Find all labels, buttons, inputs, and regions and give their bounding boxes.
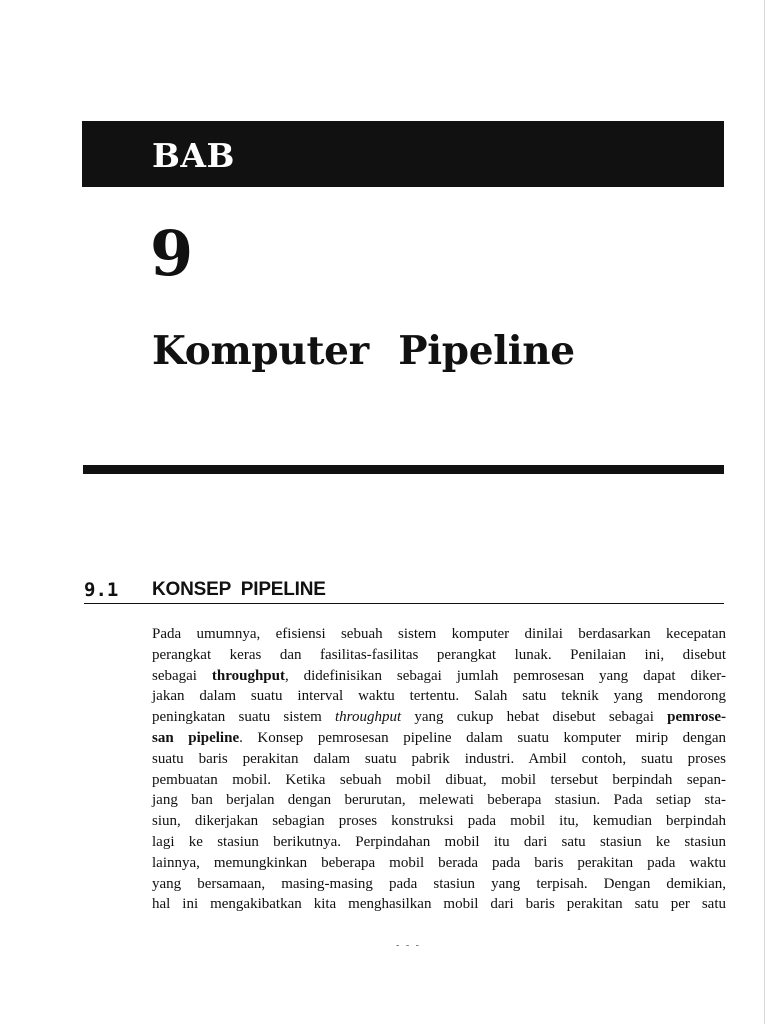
section-divider bbox=[84, 603, 724, 604]
text-line bbox=[152, 874, 726, 895]
page-edge bbox=[764, 0, 765, 1024]
text-run: siun, dikerjakan sebagian proses konstruksi pada mobil itu, kemudian berpindah bbox=[152, 813, 726, 830]
text-line bbox=[152, 790, 726, 811]
text-run: . Konsep pemrosesan pipeline dalam suatu komputer mirip dengan bbox=[239, 729, 726, 746]
text-run: , didefinisikan sebagai jumlah pemrosesan yang dapat diker- bbox=[284, 667, 726, 684]
section-number: 9.1 bbox=[84, 579, 119, 601]
chapter-number: 9 bbox=[150, 217, 194, 290]
text-line bbox=[152, 707, 726, 728]
text-line bbox=[152, 686, 726, 707]
italic-term: throughput bbox=[335, 709, 402, 726]
bold-term: san pipeline bbox=[152, 729, 240, 746]
text-line bbox=[152, 645, 726, 666]
text-line bbox=[152, 770, 726, 791]
page-footer-mark: - - - bbox=[396, 940, 421, 951]
text-run: sebagai bbox=[152, 667, 212, 684]
text-line bbox=[152, 853, 726, 874]
text-run: suatu baris perakitan dalam suatu pabrik industri. Ambil contoh, suatu proses bbox=[152, 750, 726, 767]
chapter-divider bbox=[83, 465, 724, 474]
text-line bbox=[152, 811, 726, 832]
text-line bbox=[152, 832, 726, 853]
chapter-label: BAB bbox=[152, 136, 235, 175]
text-line bbox=[152, 894, 726, 915]
section-title: KONSEP PIPELINE bbox=[152, 579, 326, 600]
chapter-banner bbox=[82, 121, 724, 187]
text-run: peningkatan suatu sistem bbox=[152, 709, 335, 726]
text-run: Pada umumnya, efisiensi sebuah sistem komputer dinilai berdasarkan kecepatan bbox=[152, 626, 726, 642]
text-run: perangkat keras dan fasilitas-fasilitas perangkat lunak. Penilaian ini, disebut bbox=[152, 646, 726, 663]
text-run: yang cukup hebat disebut sebagai bbox=[401, 709, 668, 726]
text-line bbox=[152, 728, 726, 749]
text-run: lagi ke stasiun berikutnya. Perpindahan mobil itu dari satu stasiun ke stasiun bbox=[152, 833, 726, 850]
text-line bbox=[152, 666, 726, 687]
text-run: lainnya, memungkinkan beberapa mobil berada pada baris perakitan pada waktu bbox=[152, 854, 726, 871]
bold-term: pemrose- bbox=[667, 709, 726, 726]
text-run: yang bersamaan, masing-masing pada stasiun yang terpisah. Dengan demikian, bbox=[152, 875, 726, 892]
section-heading bbox=[84, 577, 724, 605]
bold-term: throughput bbox=[211, 667, 285, 684]
text-run: jang ban berjalan dengan berurutan, melewati beberapa stasiun. Pada setiap sta- bbox=[152, 792, 726, 809]
chapter-title: Komputer Pipeline bbox=[152, 328, 575, 374]
text-line bbox=[152, 749, 726, 770]
text-run: hal ini mengakibatkan kita menghasilkan mobil dari baris perakitan satu per satu bbox=[152, 896, 726, 913]
text-run: jakan dalam suatu interval waktu tertentu. Salah satu teknik yang mendorong bbox=[152, 688, 726, 705]
text-run: pembuatan mobil. Ketika sebuah mobil dibuat, mobil tersebut berpindah sepan- bbox=[152, 771, 726, 788]
text-line bbox=[152, 624, 726, 645]
body-paragraph bbox=[152, 624, 726, 915]
